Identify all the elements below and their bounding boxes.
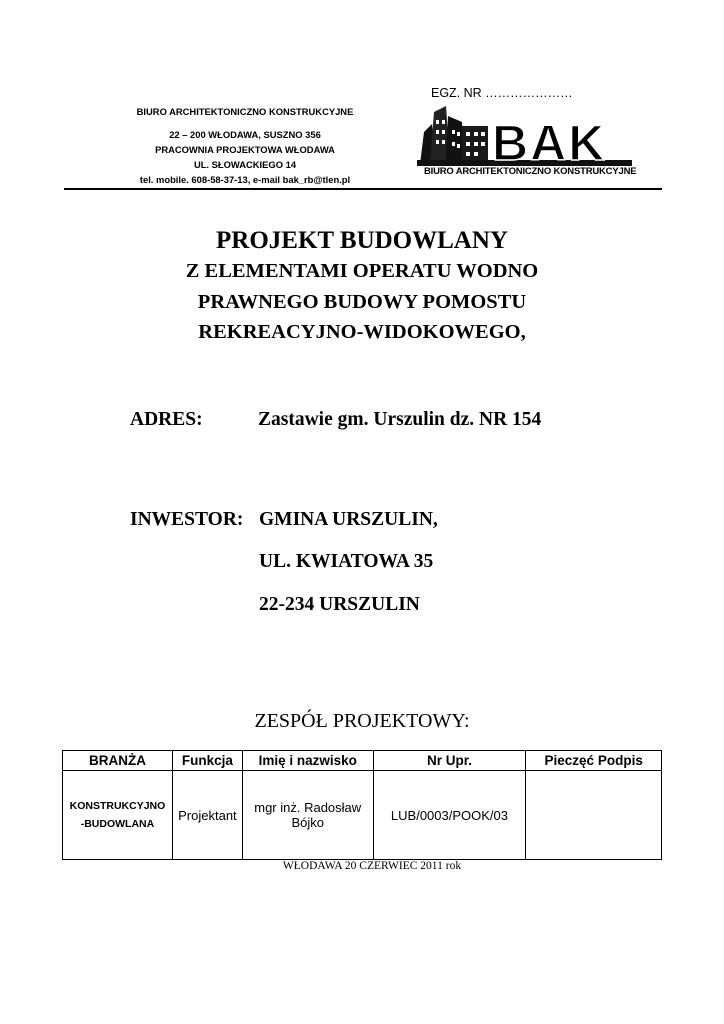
- header-divider: [64, 188, 662, 190]
- table-header-row: [63, 751, 662, 771]
- firm-street-line: UL. SŁOWACKIEGO 14: [193, 159, 297, 170]
- document-title: [0, 226, 724, 348]
- title-line-3: PRAWNEGO BUDOWY POMOSTU: [197, 290, 527, 313]
- column-header-name: Imię i nazwisko: [242, 751, 373, 771]
- branza-line-2: -BUDOWLANA: [80, 818, 155, 830]
- copy-number: EGZ. NR …………………: [431, 86, 573, 100]
- investor-city: 22-234 URSZULIN: [259, 594, 420, 615]
- title-line-1: PROJEKT BUDOWLANY: [216, 227, 508, 254]
- investor-name: GMINA URSZULIN,: [259, 509, 438, 530]
- cell-stamp-signature: [526, 771, 662, 860]
- title-line-4: REKREACYJNO-WIDOKOWEGO,: [198, 321, 526, 343]
- place-date: WŁODAWA 20 CZERWIEC 2011 rok: [282, 860, 462, 872]
- column-header-branza: BRANŻA: [63, 751, 173, 771]
- firm-header: [95, 104, 395, 187]
- cell-funkcja: Projektant: [172, 771, 242, 860]
- firm-name: BIURO ARCHITEKTONICZNO KONSTRUKCYJNE: [136, 106, 354, 117]
- column-header-stamp: Pieczęć Podpis: [526, 751, 662, 771]
- name-line-1: mgr inż. Radosław: [254, 800, 362, 815]
- team-heading: ZESPÓŁ PROJEKTOWY:: [254, 710, 470, 732]
- logo-text: BAK: [492, 115, 607, 171]
- address-value: Zastawie gm. Urszulin dz. NR 154: [258, 409, 542, 430]
- cell-branza: [63, 771, 173, 860]
- team-table: [62, 750, 662, 860]
- logo-caption: BIURO ARCHITEKTONICZNO KONSTRUKCYJNE: [424, 166, 637, 177]
- cell-nr-upr: LUB/0003/POOK/03: [373, 771, 526, 860]
- table-row: [63, 771, 662, 860]
- cell-name: [242, 771, 373, 860]
- title-line-2: Z ELEMENTAMI OPERATU WODNO: [185, 260, 539, 282]
- name-line-2: Bójko: [291, 815, 324, 830]
- branza-line-1: KONSTRUKCYJNO: [69, 800, 166, 812]
- address-label: ADRES:: [130, 409, 203, 430]
- firm-contact-line: tel. mobile. 608-58-37-13, e-mail bak_rb@tlen.pl: [139, 174, 351, 185]
- investor-label: INWESTOR:: [130, 509, 244, 530]
- firm-office-line: PRACOWNIA PROJEKTOWA WŁODAWA: [155, 144, 335, 155]
- investor-street: UL. KWIATOWA 35: [259, 551, 434, 572]
- column-header-funkcja: Funkcja: [172, 751, 242, 771]
- column-header-nr-upr: Nr Upr.: [373, 751, 526, 771]
- firm-address-line: 22 – 200 WŁODAWA, SUSZNO 356: [169, 129, 321, 140]
